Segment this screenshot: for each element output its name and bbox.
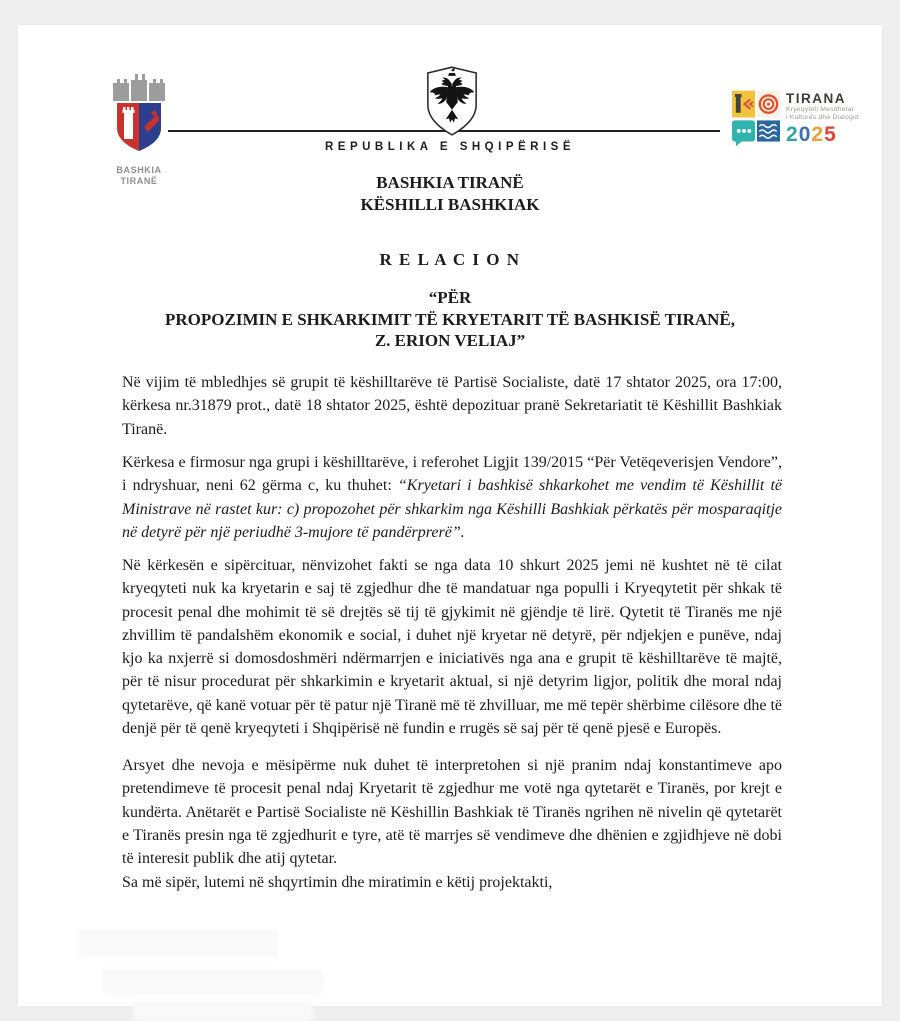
document-body	[122, 25, 782, 1006]
tirana-2025-year	[786, 124, 859, 145]
tirana-2025-subtitle-line1: Kryeqyteti Mesdhetar	[786, 106, 855, 113]
year-digit: 0	[798, 123, 812, 147]
page-bleed-through-mark	[78, 928, 278, 958]
tirana-2025-subtitle-line2: i Kulturës dhe Dialogut	[786, 113, 859, 121]
subject-line1: “PËR	[428, 288, 472, 307]
municipality-logo-caption-line2: TIRANË	[120, 175, 158, 186]
paragraph-reasoning: Në kërkesën e sipërcituar, nënvizohet fakti se nga data 10 shkurt 2025 jemi në kushtet në të cilat kryeqyteti nuk ka kryetarin e saj të zgjedhur dhe të mandatuar nga populli i Kryeqytetit për shkak të procesit penal dhe mohimit të së drejtës së tij të gjykimit në gjëndje të lirë. Qytetit të Tiranës me një zhvillim të pandalshëm ekonomik e social, i duhet një kryetar në detyrë, për ndjekjen e punëve, ndaj kjo ka nxjerrë si domosdoshmëri ndërmarrjen e iniciativës nga ana e grupit të këshilltarëve të majtë, për të nisur procedurat për shkarkimin e kryetarit aktual, si një detyrim ligjor, politik dhe moral ndaj qytetarëve, që kanë votuar për të patur një Tiranë më të zhvilluar, me më tepër shërbime cilësore dhe të denjë për të qenë kryeqyteti i Shqipërisë në fundin e rrugës së saj për të qenë pjesë e Europës.	[122, 557, 782, 738]
paragraph-clarification: Arsyet dhe nevoja e mësipërme nuk duhet të interpretohen si një pranim ndaj konstantimeve apo pretendimeve të procesit penal ndaj Kryetarit të zgjedhur me votë nga qytetarët e Tiranës, por krejt e kundërta. Anëtarët e Partisë Socialiste në Këshillin Bashkiak të Tiranës ngrihen në nivelin që qytetarët e Tiranës presin nga të zgjedhurit e tyre, atë të marrjes së vendimeve dhe dhënien e zgjidhjeve në dobi të interesit publik dhe atij qytetar.	[122, 757, 782, 868]
subject-line2: PROPOZIMIN E SHKARKIMIT TË KRYETARIT TË BASHKISË TIRANË,	[165, 309, 735, 329]
paragraph-legal-basis	[122, 451, 782, 544]
year-digit: 2	[786, 123, 799, 147]
republic-label: REPUBLIKA E SHQIPËRISË	[324, 141, 576, 153]
paragraph-legal-basis-quote: “Kryetari i bashkisë shkarkohet me vendim të Këshillit të Ministrave në rastet kur: c) propozohet për shkarkim nga Këshilli Bashkiak përkatës për mosparaqitje në detyrë për një periudhë 3-mujore të pandërprerë”.	[122, 477, 782, 541]
subject-line3: Z. ERION VELIAJ”	[374, 331, 526, 350]
institution-line2: KËSHILLI BASHKIAK	[360, 195, 540, 214]
institution-line1: BASHKIA TIRANË	[376, 173, 524, 192]
document-page	[18, 25, 882, 1006]
municipality-logo-caption-line1: BASHKIA	[116, 165, 162, 175]
paragraph-legal-basis-lead: Kërkesa e firmosur nga grupi i këshilltarëve, i referohet Ligjit 139/2015 “Për Vetëqeverisjen Vendore”, i ndryshuar, neni 62 gërma c, ku thuhet:	[122, 454, 782, 495]
tirana-2025-title: TIRANA	[786, 91, 846, 106]
year-digit: 5	[824, 123, 837, 147]
document-type-heading: R E L A C I O N	[379, 250, 521, 269]
year-digit: 2	[811, 123, 825, 147]
paragraph-closing: Sa më sipër, lutemi në shqyrtimin dhe miratimin e këtij projektakti,	[122, 874, 553, 891]
paragraph-intro: Në vijim të mbledhjes së grupit të këshilltarëve të Partisë Socialiste, datë 17 shtator 2025, ora 17:00, kërkesa nr.31879 prot., datë 18 shtator 2025, është depozituar pranë Sekretariatit të Këshillit Bashkiak Tiranë.	[122, 374, 782, 438]
page-bleed-through-mark	[133, 1001, 313, 1021]
page-bleed-through-mark	[103, 969, 323, 995]
